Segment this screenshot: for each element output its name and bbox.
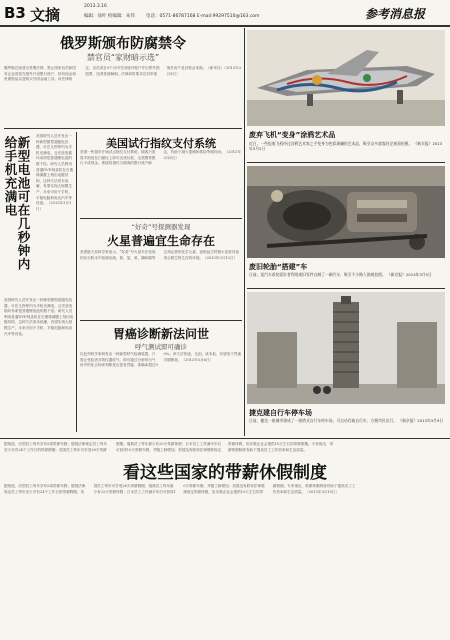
newspaper-logo: 参考消息报 bbox=[365, 7, 426, 21]
masthead-rule bbox=[0, 25, 450, 27]
rule-fingerprint-bottom bbox=[80, 218, 242, 219]
masthead bbox=[0, 0, 450, 26]
contact-line: 电话：0571-86787168 E-mail:99297510@163.com bbox=[146, 14, 260, 19]
rule-engine-bottom bbox=[247, 288, 445, 289]
mars-headline: 火星普遍宜生命存在 bbox=[106, 234, 215, 248]
rule-russia-bottom bbox=[4, 128, 242, 129]
rule-art-bottom bbox=[247, 162, 445, 163]
bike-tower-caption: 日前，捷克一座城市建成了一座塔式自行车停车场，可自动存取自行车，方便市民出行。 《新京报》2013年3月9日 bbox=[249, 418, 444, 423]
fingerprint-headline: 美国试行指纹支付系统 bbox=[106, 137, 216, 150]
fingerprint-body: 美国一些超市开始试点指纹支付系统，顾客只需将手指放在扫描仪上即可完成付款，无需携带银行卡或现金。系统将指纹与顾客的银行账户绑定，有助于减少盗刷和排队等候时间。（2013年3月8日） bbox=[80, 150, 241, 166]
engine-caption: 日前，某汽车改装爱好者利用废旧零件自制了一辆汽车，吸引不少路人围观拍照。 《新京报》2013年3月5日 bbox=[249, 272, 432, 277]
russia-subheadline: 禁官员“家财暗示选” bbox=[86, 53, 160, 62]
cancer-headline: 胃癌诊断新法问世 bbox=[112, 327, 209, 341]
mars-kicker: “好奇”号探测器发现 bbox=[131, 223, 191, 231]
russia-body: 俄罗斯总统普京签署法律，禁止国家官员和国有企业高管在境外开设银行账户、持有现金和贵重物品以及购买外国金融工具。该法律规定，官员须在3个月内关闭境外账户并出售外国股票，违者将被解职。法律同时要求官员申报境外房产及其资金来源。（新华社）（2013年3月8日） bbox=[4, 66, 241, 82]
airplane-art-photo bbox=[247, 30, 445, 126]
rule-bottom-section bbox=[0, 438, 450, 439]
battery-headline: 新型电池可在几秒钟内给手机充满电 bbox=[3, 136, 31, 271]
battery-body-cont: 美国研究人员开发出一种新型微型超级电容器，可在几秒钟内为手机充满电，且充放电循环寿命是普通锂电池的数千倍。研究人员利用普通DVD刻录机在石墨烯薄膜上刻出电极结构，这种方法成本低廉，有望实现大规模生产，未来可用于手机、平板电脑和电动汽车等设备。 bbox=[4, 298, 74, 336]
bike-tower-photo bbox=[247, 292, 445, 404]
airplane-art-caption: 近日，一些报废飞机经过涂鸦艺术家之手变身为色彩斑斓的艺术品，吸引众多游客驻足观看拍照。 《新京报》2013年3月2日 bbox=[249, 141, 443, 152]
cancer-subheadline: 呼气测试即可确诊 bbox=[135, 343, 187, 351]
engine-photo bbox=[247, 166, 445, 258]
section-name: 文摘 bbox=[30, 6, 61, 24]
rule-mars-bottom bbox=[80, 320, 242, 321]
rule-battery-right bbox=[76, 132, 77, 432]
rule-mid-right bbox=[244, 28, 245, 436]
battery-body: 美国研究人员开发出一种新型微型超级电容器，可在几秒钟内为手机充满电，且充放电循环寿命是普通锂电池的数千倍。研究人员利用普通DVD刻录机在石墨烯薄膜上刻出电极结构，这种方法成本低廉，有望实现大规模生产，未来可用于手机、平板电脑和电动汽车等设备。（2013年3月1日） bbox=[36, 134, 74, 211]
engine-caption-title: 废旧轮胎“搭建”车 bbox=[249, 263, 308, 271]
russia-headline: 俄罗斯颁布防腐禁令 bbox=[60, 36, 186, 52]
holiday-body: 据报道，法国员工每年享有5周带薪年假；德国法律规定员工每年至少享有24个工作日的带薪假期；英国员工每年可享受28天带薪假期；瑞典员工每年最少有25天带薪休假；日本员工工作满半年后可获得10天带薪年假，并随工龄增加；美国没有联邦法律强制规定带薪休假，但多数企业会提供10天左右的带薪假期。专家指出，带薪休假制度有助于提高员工工作效率和生活质量。（2013年3月10日） bbox=[4, 484, 356, 494]
cancer-body: 以色列科学家研发出一种新型呼气检测装置，只需让受检者对着仪器吹气，即可通过分析呼出气体中的化合物来判断是否患有胃癌，准确率超过90%。该方法快速、无创、成本低，有望用于胃癌早期筛查。（2013年3月6日） bbox=[80, 352, 242, 368]
holiday-intro: 据报道，法国员工每年享有5周带薪年假；德国法律规定员工每年至少享有24个工作日的带薪假期；英国员工每年可享受28天带薪假期；瑞典员工每年最少有25天带薪休假；日本员工工作满半年后可获得10天带薪年假，并随工龄增加；美国没有联邦法律强制规定带薪休假，但多数企业会提供10天左右的带薪假期。专家指出，带薪休假制度有助于提高员工工作效率和生活质量。 bbox=[4, 442, 334, 452]
bike-tower-caption-title: 捷克建自行车停车场 bbox=[249, 409, 312, 417]
editor-line: 编辑：徐叶 校编辑：朱伟 bbox=[84, 14, 135, 19]
page-number: B3 bbox=[4, 4, 26, 22]
mars-body: 美国航天局科学家表示，“好奇”号火星车在钻取的岩石粉末中检测出硫、氮、氢、氧、磷和碳等生命必需的化学元素，表明远古时期火星曾具备适合微生物生存的环境。（2013年3月12日） bbox=[80, 250, 239, 260]
holiday-headline: 看这些国家的带薪休假制度 bbox=[123, 463, 327, 483]
issue-date: 2013.3.16 bbox=[84, 4, 107, 9]
airplane-art-caption-title: 废弃飞机“变身”涂鸦艺术品 bbox=[249, 131, 336, 139]
